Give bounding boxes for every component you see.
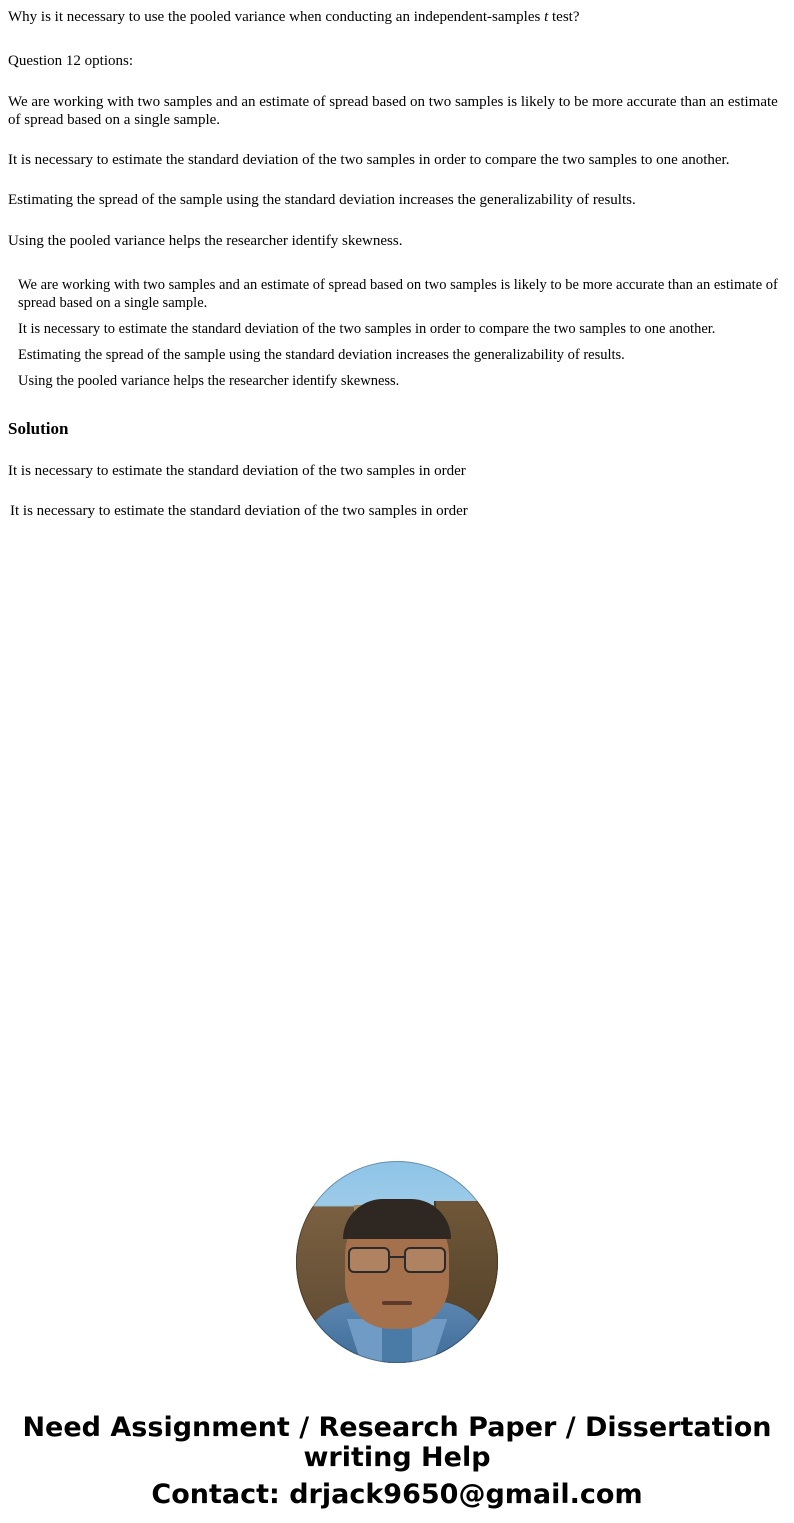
promo-headline: Need Assignment / Research Paper / Dissertation writing Help [22, 1412, 772, 1474]
avatar-ring [296, 1161, 498, 1363]
avatar [296, 1161, 498, 1363]
question-stem-italic: t [544, 9, 549, 25]
question-stem-part2: test? [548, 9, 580, 25]
option-paragraph-2: It is necessary to estimate the standard deviation of the two samples in order to compare the two samples to one another. [8, 152, 730, 169]
list-item[interactable]: We are working with two samples and an estimate of spread based on two samples is likely to be more accurate than an estimate of spread based on a single sample. [18, 276, 778, 312]
question-options-label: Question 12 options: [8, 52, 134, 69]
list-item[interactable]: It is necessary to estimate the standard deviation of the two samples in order to compare the two samples to one another. [18, 321, 716, 338]
option-list [0, 250, 794, 399]
option-paragraph-4: Using the pooled variance helps the researcher identify skewness. [8, 232, 403, 249]
solution-paragraph: It is necessary to estimate the standard deviation of the two samples in order [8, 462, 466, 479]
question-stem-part1: Why is it necessary to use the pooled variance when conducting an independent-samples [8, 9, 545, 25]
list-item[interactable]: Using the pooled variance helps the researcher identify skewness. [18, 373, 400, 390]
promo-section [0, 1161, 794, 1510]
solution-list [0, 480, 794, 521]
solution-heading: Solution [8, 418, 69, 438]
option-paragraph-1: We are working with two samples and an estimate of spread based on two samples is likely to be more accurate than an estimate of spread based on a single sample. [8, 93, 778, 128]
list-item: It is necessary to estimate the standard deviation of the two samples in order [10, 503, 468, 520]
promo-contact: Contact: drjack9650@gmail.com [151, 1478, 643, 1510]
list-item[interactable]: Estimating the spread of the sample using the standard deviation increases the generalizability of results. [18, 347, 625, 364]
question-stem [0, 0, 794, 27]
option-paragraph-3: Estimating the spread of the sample using the standard deviation increases the generalizability of results. [8, 192, 636, 209]
